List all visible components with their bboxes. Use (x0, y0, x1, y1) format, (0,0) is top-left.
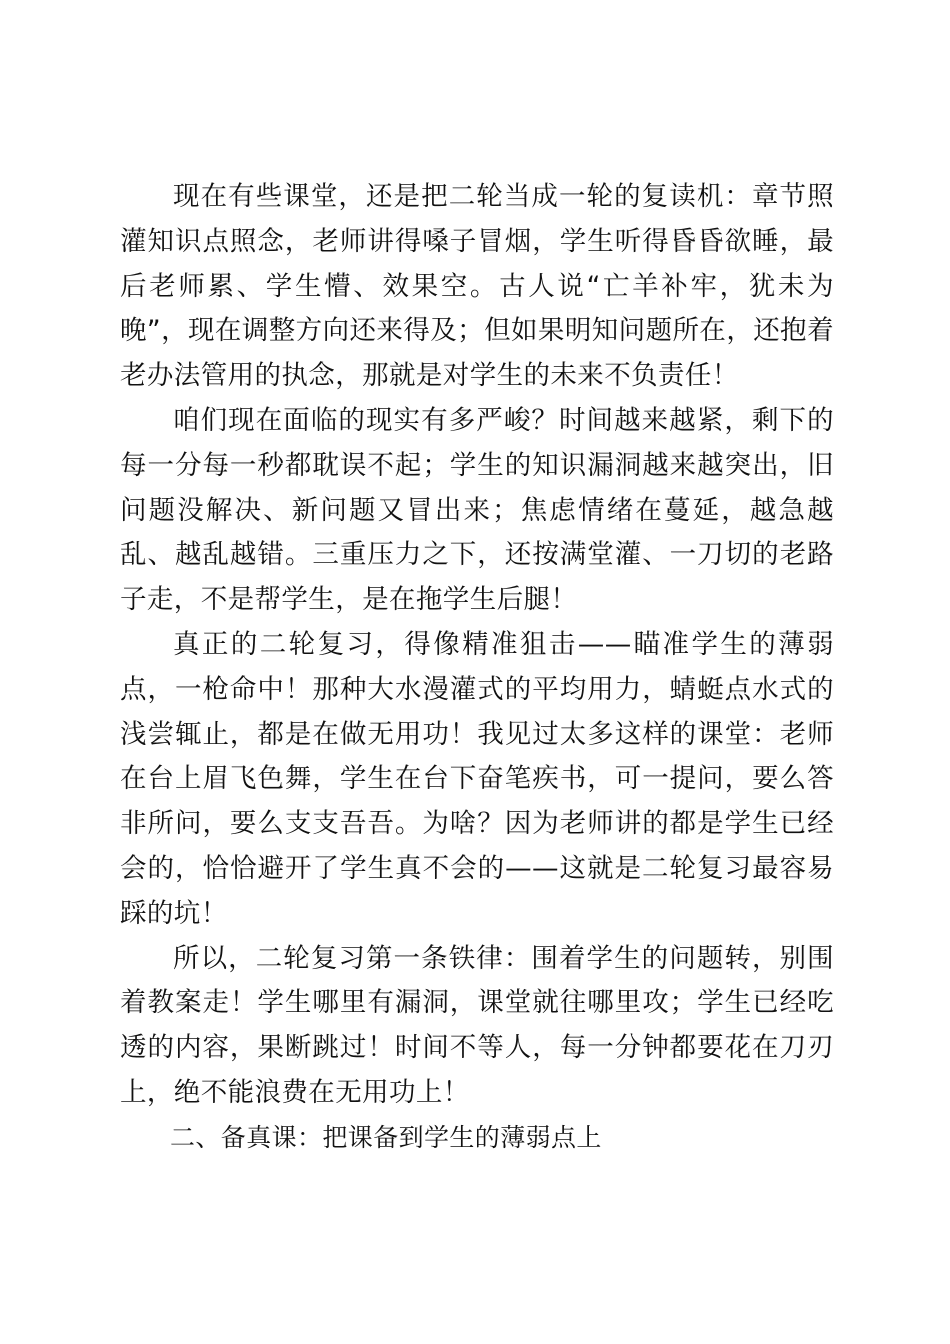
paragraph-4: 所以，二轮复习第一条铁律：围着学生的问题转，别围着教案走！学生哪里有漏洞，课堂就往哪里攻；学生已经吃透的内容，果断跳过！时间不等人，每一分钟都要花在刀刃上，绝不能浪费在无用功上！ (120, 942, 834, 1108)
document-body (120, 175, 834, 1161)
paragraph-2: 咱们现在面临的现实有多严峻？时间越来越紧，剩下的每一分每一秒都耽误不起；学生的知识漏洞越来越突出，旧问题没解决、新问题又冒出来；焦虑情绪在蔓延，越急越乱、越乱越错。三重压力之下，还按满堂灌、一刀切的老路子走，不是帮学生，是在拖学生后腿！ (120, 404, 834, 616)
paragraph-3: 真正的二轮复习，得像精准狙击——瞄准学生的薄弱点，一枪命中！那种大水漫灌式的平均用力，蜻蜓点水式的浅尝辄止，都是在做无用功！我见过太多这样的课堂：老师在台上眉飞色舞，学生在台下奋笔疾书，可一提问，要么答非所问，要么支支吾吾。为啥？因为老师讲的都是学生已经会的，恰恰避开了学生真不会的——这就是二轮复习最容易踩的坑！ (120, 628, 834, 929)
paragraph-1: 现在有些课堂，还是把二轮当成一轮的复读机：章节照灌知识点照念，老师讲得嗓子冒烟，学生听得昏昏欲睡，最后老师累、学生懵、效果空。古人说“亡羊补牢，犹未为晚”，现在调整方向还来得及；但如果明知问题所在，还抱着老办法管用的执念，那就是对学生的未来不负责任！ (120, 181, 834, 392)
section-heading: 二、备真课：把课备到学生的薄弱点上 (170, 1122, 602, 1152)
